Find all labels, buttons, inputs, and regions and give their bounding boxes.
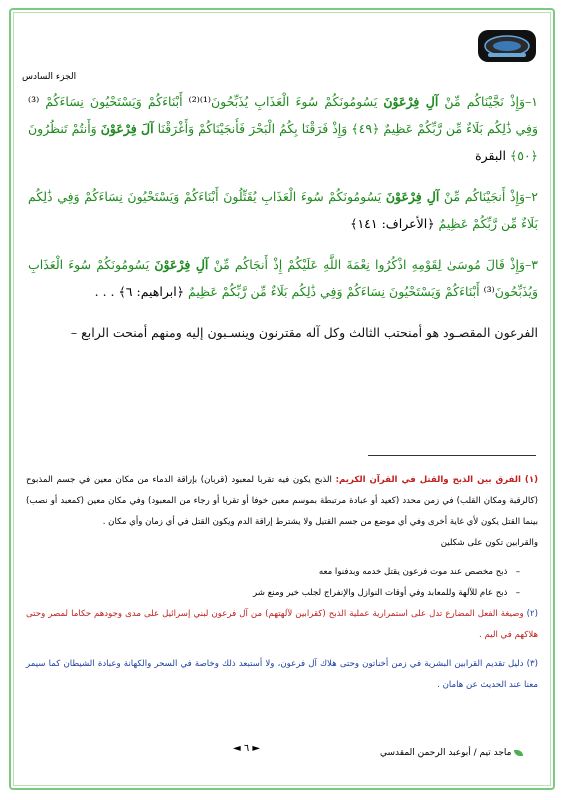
verse-3-segment: أَبْنَاءَكُمْ وَيَسْتَحْيُونَ نِسَاءَكُمْ وَفِي ذَٰلِكُم بَلَاءٌ مِّن رَّبِّكُمْ عَظِيمٌ [188,284,484,299]
footnotes [26,470,538,696]
verse-1 [28,88,538,169]
footnote-2-label: (٢) [526,609,538,619]
verse-2-segment: ﴿الأعراف: ١٤١﴾ [350,216,439,231]
verse-1-segment: ⁽¹⁾⁽²⁾ [188,94,211,109]
page-number: ◄ ٦ ► [233,743,261,754]
footnote-separator [368,455,536,456]
verse-3-segment: ٣–وَإِذْ قَالَ مُوسَىٰ لِقَوْمِهِ اذْكُرُوا نِعْمَةَ اللَّهِ عَلَيْكُمْ إِذْ أَنجَاكُم مِّنْ [208,257,538,272]
offering-type-1-text: ذبح مخصص عند موت فرعون يقتل خدمه وبدفنوا معه [318,567,508,577]
author-name: ماجد تيم / أبوعبد الرحمن المقدسي [380,748,512,758]
verse-1-segment: ١–وَإِذْ نَجَّيْنَاكُم مِّنْ [438,94,539,109]
verse-1-segment: وَفِي ذَٰلِكُم بَلَاءٌ مِّن رَّبِّكُمْ عَظِيمٌ ﴿٤٩﴾ وَإِذْ فَرَقْنَا بِكُمُ الْبَحْرَ فَأَنجَيْنَاكُمْ وَأَغْرَقْنَا [153,121,538,136]
verse-2-segment: ٢–وَإِذْ أَنجَيْنَاكُم مِّنْ [439,189,539,204]
verse-2-segment: آلِ فِرْعَوْنَ [385,189,440,204]
footnote-2 [26,604,538,646]
verse-3-segment: آلِ فِرْعَوْنَ [154,257,209,272]
book-logo-icon [476,26,538,66]
main-text [28,88,538,360]
verse-3-segment: يَسُومُونَكُمْ سُوءَ الْعَذَابِ وَيُذَبِّحُونَ [28,257,538,299]
offering-type-1: – ذبح مخصص عند موت فرعون يقتل خدمه وبدفنوا معه [318,567,520,577]
verse-2 [28,183,538,237]
footnote-1 [26,470,538,533]
verse-1-segment: يَسُومُونَكُمْ سُوءَ الْعَذَابِ يُذَبِّحُونَ [210,94,384,109]
verse-2-segment: يَسُومُونَكُمْ سُوءَ الْعَذَابِ يُقَتِّلُونَ أَبْنَاءَكُمْ وَيَسْتَحْيُونَ نِسَاءَكُمْ وَفِي ذَٰلِكُم بَلَاءٌ مِّن رَّبِّكُمْ عَظِيمٌ [28,189,538,231]
verse-1-segment: ⁽³⁾ [28,94,40,109]
verse-3 [28,251,538,305]
footnote-1-label: (١) الفرق بين الذبح والقتل في القرآن الكريم: [335,475,538,485]
leaf-icon [514,750,523,756]
offering-type-2: – ذبح عام للآلهة وللمعابد وفي أوقات النوازل والإنفراج لجلب خير ومنع شر [253,588,520,598]
footnote-2-text: وصيغة الفعل المضارع تدل على استمرارية عملية الذبح (كقرابين لآلهتهم) من آل فرعون لبني إسرائيل على مدى وجودهم حكاما لمصر وحتى هلاكهم في اليم . [26,609,538,640]
offering-type-2-text: ذبح عام للآلهة وللمعابد وفي أوقات النوازل والإنفراج لجلب خير ومنع شر [253,588,508,598]
footnote-3 [26,654,538,696]
closing-line: الفرعون المقصـود هو أمنحتب الثالث وكل آله مقترنون وينسـبون إليه ومنهم أمنحت الرابع – [70,325,538,340]
footnote-3-label: (٣) [526,659,538,669]
footnote-3-text: دليل تقديم القرابين البشرية في زمن أخناتون وحتى هلاك آل فرعون، ولا أستبعد ذلك وخاصة في السحر والكهانة وعبادة الشيطان كما سيمر معنا عند الحديث عن هامان . [26,659,538,690]
footnote-1-text: الذبح يكون فيه تقربا لمعبود (قربان) بإراقة الدماء من مكان معين في جسم المذبوح (كالرقبة ومكان القلب) في زمن محدد (كعيد أو عبادة مرتبطة بموسم معين خوفا أو تقربا أو رجاء من المعبود) وفي مكان معين (كمعبد أو نصب) بينما القتل يكون لأي غاية أخرى وفي أي موضع من جسم القتيل ولا يشترط إراقة الدم ويكون القتل في أي زمان وأي مكان . [26,475,538,527]
verse-3-segment: ﴿ابراهيم: ٦﴾ . . . [94,284,189,299]
verse-1-segment: وَأَنتُمْ تَنظُرُونَ ﴿٥٠﴾ [28,121,538,163]
verse-1-segment: البقرة [475,148,510,163]
verse-1-segment: أَبْنَاءَكُمْ وَيَسْتَحْيُونَ نِسَاءَكُمْ [39,94,189,109]
verse-3-segment: ⁽³⁾ [483,284,495,299]
footer-author [380,748,523,758]
part-label: الجزء السادس [22,72,77,82]
offerings-intro: والقرابين تكون على شكلين [440,538,538,548]
verse-1-segment: آلِ فِرْعَوْنَ [383,94,439,109]
verse-1-segment: آلَ فِرْعَوْنَ [100,121,154,136]
